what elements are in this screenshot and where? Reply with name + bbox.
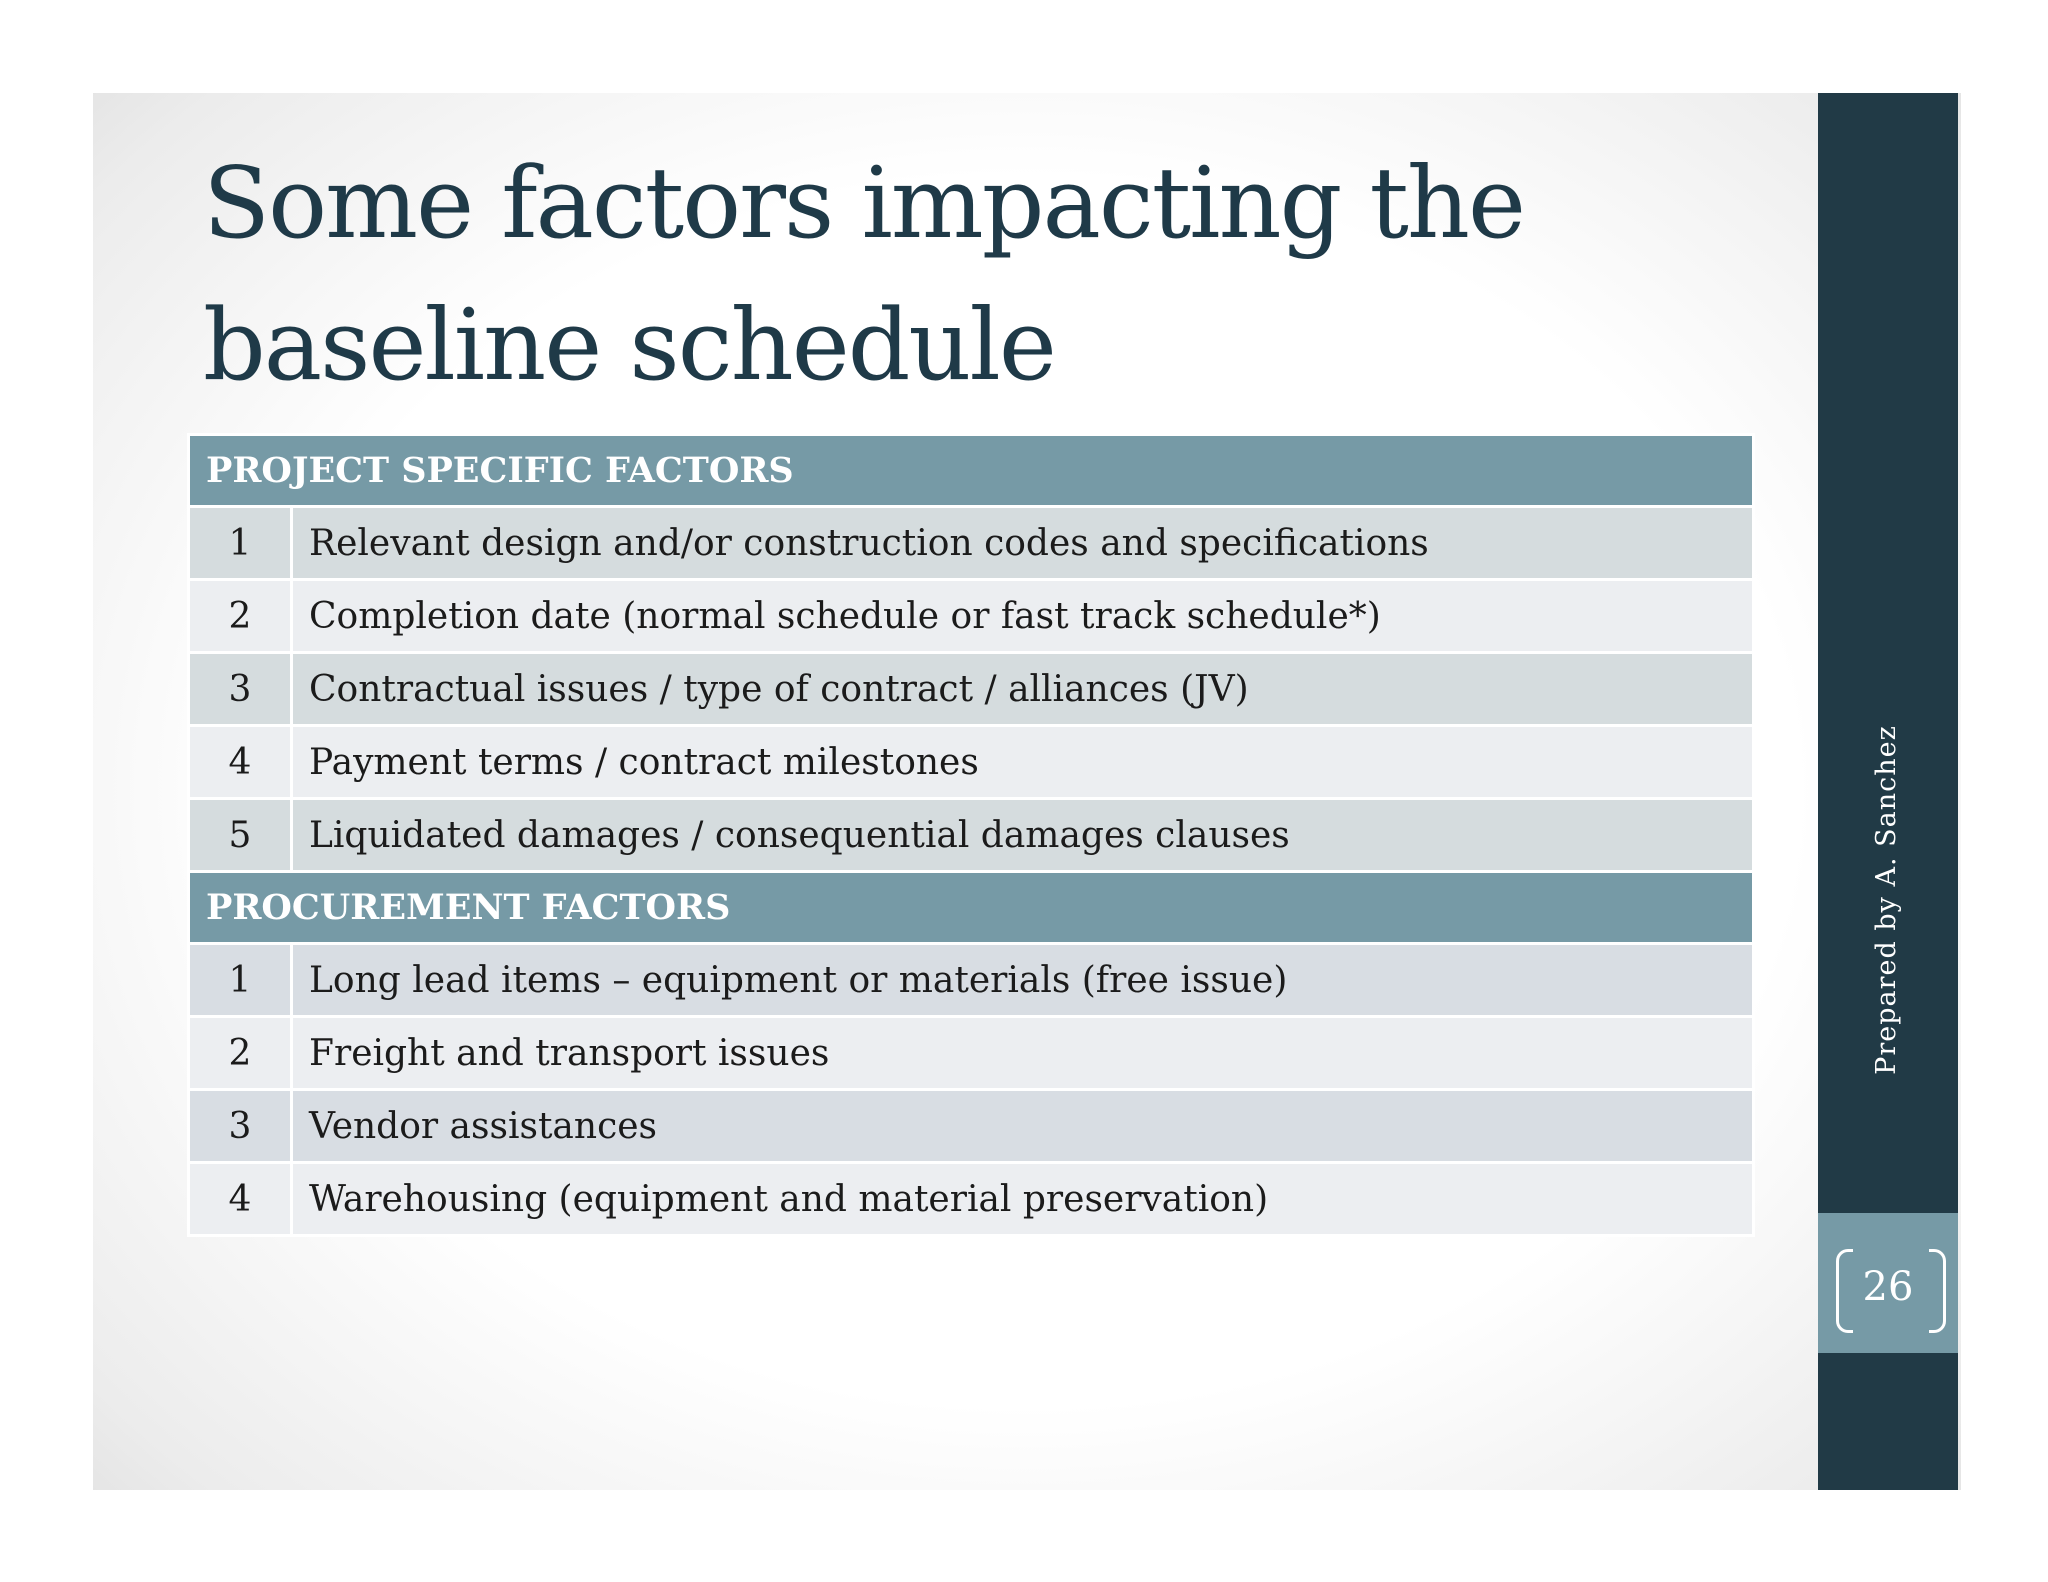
section-header-label: PROJECT SPECIFIC FACTORS — [189, 435, 1754, 507]
row-text: Warehousing (equipment and material preservation) — [292, 1163, 1754, 1236]
row-text: Relevant design and/or construction codes and specifications — [292, 507, 1754, 580]
row-text: Freight and transport issues — [292, 1017, 1754, 1090]
row-number: 3 — [189, 653, 292, 726]
row-number: 1 — [189, 507, 292, 580]
row-text: Completion date (normal schedule or fast track schedule*) — [292, 580, 1754, 653]
row-number: 4 — [189, 726, 292, 799]
row-number: 1 — [189, 944, 292, 1017]
factors-table — [187, 433, 1755, 1237]
row-text: Liquidated damages / consequential damages clauses — [292, 799, 1754, 872]
row-text: Contractual issues / type of contract / alliances (JV) — [292, 653, 1754, 726]
row-number: 2 — [189, 1017, 292, 1090]
table-row — [189, 1090, 1754, 1163]
row-text: Payment terms / contract milestones — [292, 726, 1754, 799]
right-bracket-icon — [1929, 1249, 1946, 1333]
author-credit: Prepared by A. Sanchez — [1871, 725, 1902, 1075]
table-row — [189, 726, 1754, 799]
table-row — [189, 944, 1754, 1017]
title-line-2: baseline schedule — [203, 289, 1055, 403]
row-text: Long lead items – equipment or materials (free issue) — [292, 944, 1754, 1017]
row-number: 4 — [189, 1163, 292, 1236]
slide — [93, 93, 1961, 1490]
title-line-1: Some factors impacting the — [203, 147, 1525, 261]
table-row — [189, 507, 1754, 580]
section-header-procurement — [189, 872, 1754, 944]
table-row — [189, 799, 1754, 872]
row-number: 2 — [189, 580, 292, 653]
table-row — [189, 653, 1754, 726]
row-text: Vendor assistances — [292, 1090, 1754, 1163]
row-number: 3 — [189, 1090, 292, 1163]
table-row — [189, 1163, 1754, 1236]
table-row — [189, 580, 1754, 653]
page-number-box — [1818, 1213, 1958, 1353]
row-number: 5 — [189, 799, 292, 872]
section-header-label: PROCUREMENT FACTORS — [189, 872, 1754, 944]
table-row — [189, 1017, 1754, 1090]
slide-title — [203, 133, 1803, 417]
page-number: 26 — [1862, 1264, 1914, 1310]
section-header-project — [189, 435, 1754, 507]
